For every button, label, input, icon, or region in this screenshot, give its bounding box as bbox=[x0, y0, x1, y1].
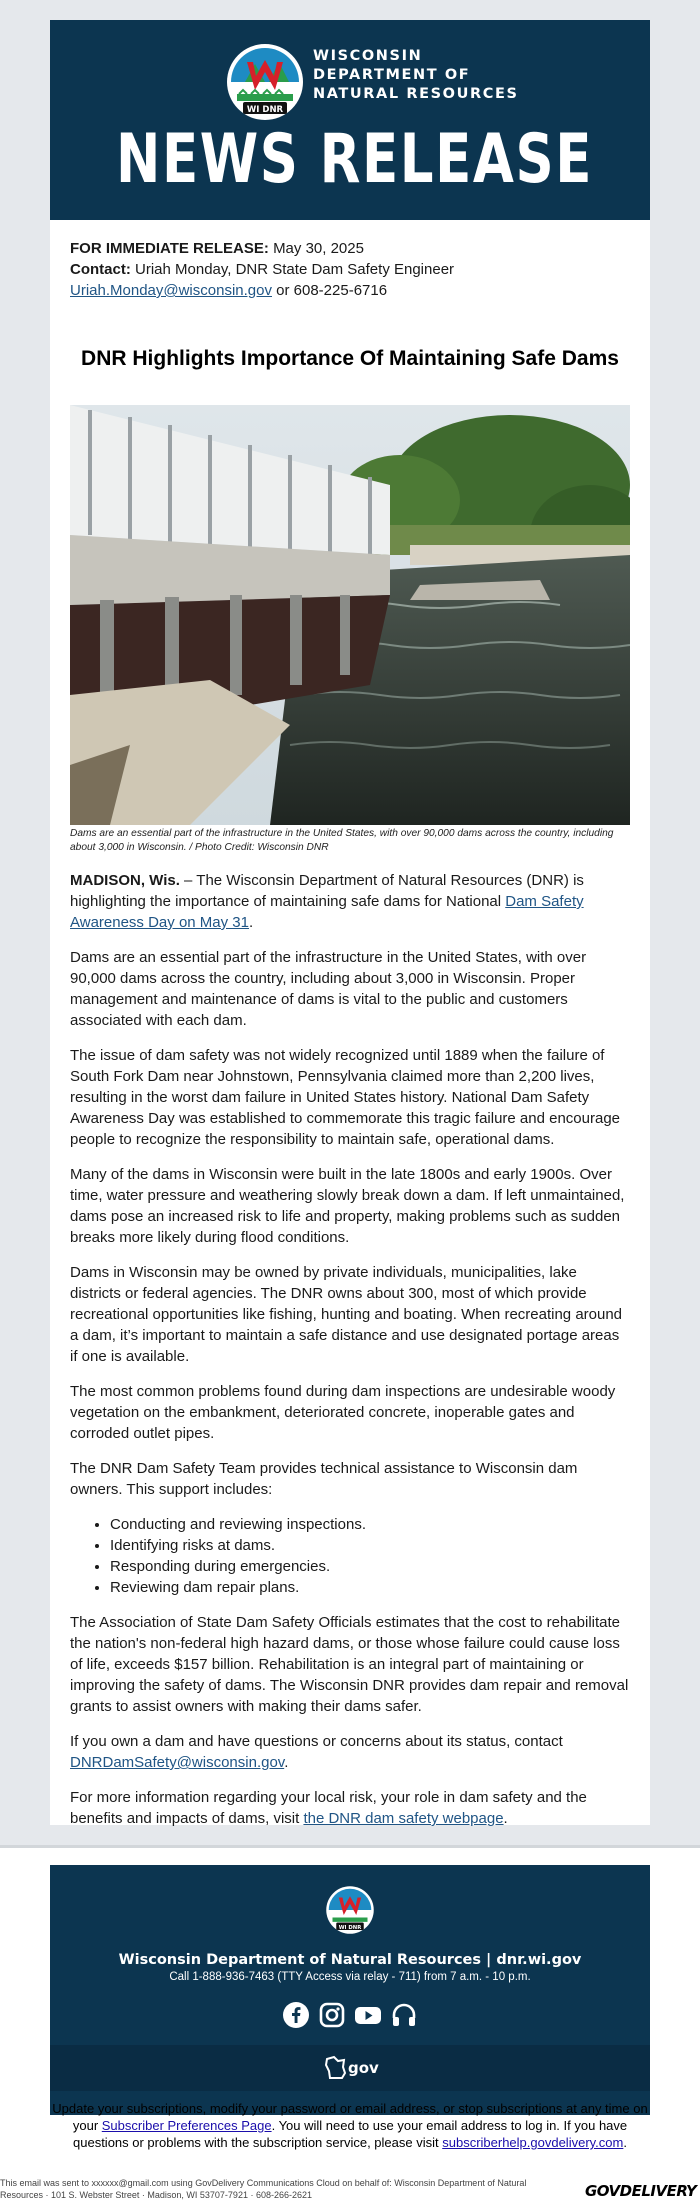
p1-end: . bbox=[248, 914, 254, 931]
dnr-badge-icon bbox=[225, 42, 305, 122]
subscribe-text-1: Update your subscriptions, modify your password or email address, or stop subscriptions at any time on your bbox=[52, 2101, 648, 2133]
photo-caption: Dams are an essential part of the infrastructure in the United States, with over 90,000 dams across the country, including about 3,000 in Wisconsin. / Photo Credit: Wisconsin DNR bbox=[70, 828, 614, 853]
news-release-title: NEWS RELEASE bbox=[116, 120, 594, 199]
contact-phone: or 608-225-6716 bbox=[271, 282, 388, 299]
instagram-icon[interactable] bbox=[318, 2001, 346, 2029]
gov-text: gov bbox=[348, 2059, 379, 2077]
wisconsin-state-icon bbox=[324, 2055, 348, 2081]
logo-wordmark bbox=[313, 47, 519, 104]
release-meta bbox=[70, 238, 630, 301]
paragraph-10 bbox=[70, 1787, 630, 1829]
paragraph-7: The DNR Dam Safety Team provides technical assistance to Wisconsin dam owners. This support includes: bbox=[70, 1460, 578, 1498]
paragraph-8: The Association of State Dam Safety Officials estimates that the cost to rehabilitate the nation's non-federal high hazard dams, or those whose failure could cause loss of life, exceeds $157 billion. Rehabilitation is an integral part of maintaining or improving the safety of dams. The Wisconsin DNR provides dam repair and removal grants to assist owners with making their dams safer. bbox=[70, 1614, 629, 1715]
news-release-card bbox=[50, 20, 650, 1825]
paragraph-5: Dams in Wisconsin may be owned by private individuals, municipalities, lake districts or federal agencies. The DNR owns about 300, most of which provide recreational opportunities like fishing, hunting and boating. When recreating around a dam, it’s important to maintain a safe distance and use designated portage areas if one is available. bbox=[70, 1264, 623, 1365]
dam-safety-day-link[interactable]: Dam Safety Awareness Day on May 31 bbox=[70, 893, 584, 931]
email-footnote: This email was sent to xxxxxx@gmail.com using GovDelivery Communications Cloud on behalf of: Wisconsin Department of Natural Resources · 101 S. Webster Street · Madison, WI 53707-7921 · 608-266-2621 bbox=[0, 2178, 527, 2200]
logo-badge-text: WI DNR bbox=[246, 105, 284, 115]
wi-gov-band bbox=[50, 2045, 650, 2091]
footer-logo-badge-text: WI DNR bbox=[338, 1924, 362, 1931]
footer-dnr-badge-icon bbox=[325, 1885, 375, 1935]
p1-text: – The Wisconsin Department of Natural Resources (DNR) is highlighting the importance of maintaining safe dams for National bbox=[70, 872, 584, 910]
subscriber-preferences-link[interactable]: Subscriber Preferences Page bbox=[101, 2118, 272, 2133]
contact-email-line bbox=[70, 280, 630, 301]
subscribe-text-3: . bbox=[623, 2135, 627, 2150]
footer-org-name: Wisconsin Department of Natural Resources | dnr.wi.gov bbox=[118, 1952, 582, 1968]
paragraph-2: Dams are an essential part of the infrastructure in the United States, with over 90,000 dams across the country, including about 3,000 in Wisconsin. Proper management and maintenance of dams is vital to the public and customers associated with each dam. bbox=[70, 949, 587, 1029]
facebook-icon[interactable] bbox=[282, 2001, 310, 2029]
release-date: May 30, 2025 bbox=[273, 240, 364, 257]
logo-line-1: WISCONSIN bbox=[313, 48, 423, 64]
header-banner bbox=[50, 20, 650, 220]
dateline: MADISON, Wis. bbox=[70, 872, 180, 889]
release-label: FOR IMMEDIATE RELEASE: bbox=[70, 240, 269, 257]
subscription-notice bbox=[50, 2100, 650, 2151]
youtube-icon[interactable] bbox=[354, 2001, 382, 2029]
list-item: • Identifying risks at dams. bbox=[110, 1535, 630, 1556]
subscribe-text-2: . You will need to use your email address to log in. If you have questions or problems with the subscription service, please visit bbox=[73, 2118, 628, 2150]
footer-call-info: Call 1-888-936-7463 (TTY Access via relay - 711) from 7 a.m. - 10 p.m. bbox=[169, 1971, 531, 1983]
dam-safety-webpage-link[interactable]: the DNR dam safety webpage bbox=[303, 1810, 504, 1827]
logo-line-3: NATURAL RESOURCES bbox=[313, 86, 519, 102]
paragraph-1 bbox=[70, 870, 630, 933]
podcast-headphones-icon[interactable] bbox=[390, 2001, 418, 2029]
logo-line-2: DEPARTMENT OF bbox=[313, 67, 471, 83]
p10-text: For more information regarding your local risk, your role in dam safety and the benefits and impacts of dams, visit bbox=[70, 1789, 587, 1827]
section-divider bbox=[0, 1845, 700, 1848]
headline: DNR Highlights Importance Of Maintaining Safe Dams bbox=[81, 347, 619, 370]
dam-photo bbox=[70, 405, 630, 825]
p9-end: . bbox=[284, 1754, 289, 1771]
paragraph-4: Many of the dams in Wisconsin were built in the late 1800s and early 1900s. Over time, water pressure and weathering slowly break down a dam. If left unmaintained, dams pose an increased risk to life and property, making problems such as sudden breaks more likely during flood conditions. bbox=[70, 1166, 625, 1246]
paragraph-6: The most common problems found during dam inspections are undesirable woody vegetation on the embankment, deteriorated concrete, inoperable gates and corroded outlet pipes. bbox=[70, 1383, 616, 1442]
support-list bbox=[70, 1514, 630, 1598]
footer-banner bbox=[50, 1865, 650, 2115]
dnr-logo bbox=[225, 42, 519, 122]
article-body bbox=[70, 870, 630, 1843]
subscriber-help-link[interactable]: subscriberhelp.govdelivery.com bbox=[442, 2135, 624, 2150]
contact-label: Contact: bbox=[70, 261, 131, 278]
p10-end: . bbox=[503, 1810, 508, 1827]
dam-photo-image bbox=[70, 405, 630, 825]
list-item: • Responding during emergencies. bbox=[110, 1556, 630, 1577]
contact-name: Uriah Monday, DNR State Dam Safety Engineer bbox=[135, 261, 455, 278]
dam-safety-email-link[interactable]: DNRDamSafety@wisconsin.gov bbox=[70, 1754, 285, 1771]
contact-line bbox=[70, 259, 630, 280]
release-date-line bbox=[70, 238, 630, 259]
contact-email-link[interactable]: Uriah.Monday@wisconsin.gov bbox=[70, 282, 272, 299]
list-item: • Conducting and reviewing inspections. bbox=[110, 1514, 630, 1535]
p9-text: If you own a dam and have questions or concerns about its status, contact bbox=[70, 1733, 563, 1750]
govdelivery-logo[interactable]: GOVDELIVERY bbox=[585, 2182, 697, 2200]
list-item: • Reviewing dam repair plans. bbox=[110, 1577, 630, 1598]
social-links bbox=[50, 1995, 650, 2035]
paragraph-3: The issue of dam safety was not widely recognized until 1889 when the failure of South Fork Dam near Johnstown, Pennsylvania claimed more than 2,200 lives, resulting in the worst dam failure in United States history. National Dam Safety Awareness Day was established to commemorate this tragic failure and encourage people to recognize the responsibility to maintain safe, operational dams. bbox=[70, 1047, 621, 1148]
wisconsin-gov-logo[interactable] bbox=[324, 2055, 379, 2081]
paragraph-9 bbox=[70, 1731, 630, 1773]
